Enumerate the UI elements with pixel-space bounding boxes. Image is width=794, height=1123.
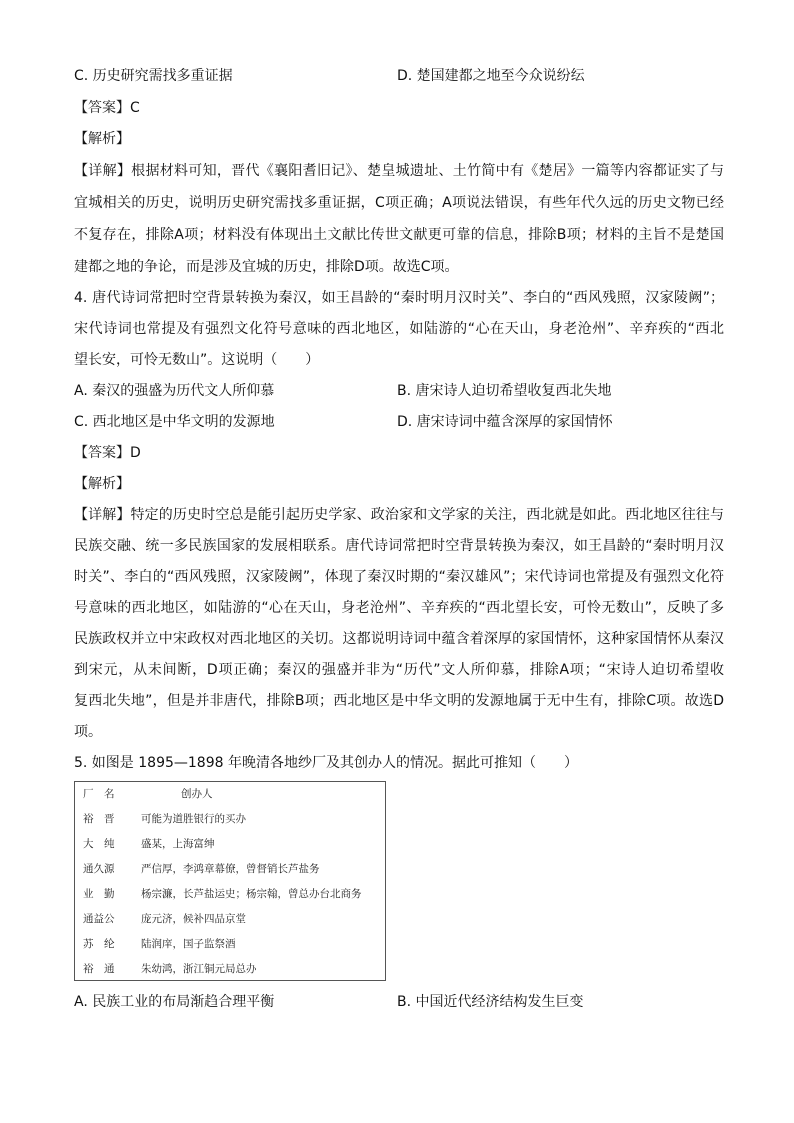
q4-option-d: D. 唐宋诗词中蕴含深厚的家国情怀 bbox=[397, 414, 613, 430]
table-cell-founder: 可能为道胜银行的买办 bbox=[141, 813, 246, 825]
q5-option-a: A. 民族工业的布局渐趋合理平衡 bbox=[74, 994, 275, 1010]
table-cell-factory: 通久源 bbox=[83, 863, 115, 875]
table-cell-founder: 陆润庠，国子监祭酒 bbox=[141, 938, 236, 950]
q4-detail-line: 【详解】特定的历史时空总是能引起历史学家、政治家和文学家的关注，西北就是如此。西北地区往往与 bbox=[74, 507, 724, 523]
table-row bbox=[75, 857, 385, 882]
table-row bbox=[75, 832, 385, 857]
table-cell-factory: 通益公 bbox=[83, 913, 115, 925]
table-cell-founder: 朱幼鸿，浙江铜元局总办 bbox=[141, 963, 257, 975]
q4-option-c: C. 西北地区是中华文明的发源地 bbox=[74, 414, 275, 430]
q4-stem-line: 望长安，可怜无数山”。这说明（ ） bbox=[74, 352, 320, 368]
q4-analysis-label: 【解析】 bbox=[74, 476, 130, 492]
q4-detail-line: 民族政权并立中宋政权对西北地区的关切。这都说明诗词中蕴含着深厚的家国情怀，这种家国情怀从秦汉 bbox=[74, 631, 724, 647]
q4-option-a: A. 秦汉的强盛为历代文人所仰慕 bbox=[74, 383, 275, 399]
table-header-founder: 创办人 bbox=[181, 788, 213, 800]
table-row bbox=[75, 957, 385, 982]
table-cell-founder: 盛某，上海富绅 bbox=[141, 838, 215, 850]
q4-detail-line: 复西北失地”，但是并非唐代，排除B项；西北地区是中华文明的发源地属于无中生有，排除C项。故选D bbox=[74, 693, 724, 709]
answer-value: D bbox=[130, 445, 141, 461]
table-cell-factory: 苏 纶 bbox=[83, 938, 115, 950]
table-header-factory: 厂 名 bbox=[83, 788, 115, 800]
q4-detail-line: 项。 bbox=[74, 724, 102, 740]
q3-detail-line: 宜城相关的历史，说明历史研究需找多重证据，C项正确；A项说法错误，有些年代久远的历史文物已经 bbox=[74, 195, 724, 211]
table-cell-factory: 业 勤 bbox=[83, 888, 115, 900]
q4-detail-line: 时关”、李白的“西风残照，汉家陵阙”，体现了秦汉时期的“秦汉雄风”；宋代诗词也常提及有强烈文化符 bbox=[74, 569, 724, 585]
q4-answer bbox=[74, 443, 724, 463]
table-row bbox=[75, 932, 385, 957]
table-row bbox=[75, 807, 385, 832]
q4-stem-line: 宋代诗词也常提及有强烈文化符号意味的西北地区，如陆游的“心在天山，身老沧州”、辛弃疾的“西北 bbox=[74, 321, 724, 337]
table-row bbox=[75, 907, 385, 932]
table-cell-founder: 杨宗濂，长芦盐运史；杨宗翰，曾总办台北商务 bbox=[141, 888, 362, 900]
q3-analysis-label: 【解析】 bbox=[74, 131, 130, 147]
table-cell-factory: 裕 通 bbox=[83, 963, 115, 975]
table-header-row bbox=[75, 782, 385, 807]
table-cell-factory: 裕 晋 bbox=[83, 813, 115, 825]
table-cell-factory: 大 纯 bbox=[83, 838, 115, 850]
q4-detail-line: 民族交融、统一多民族国家的发展相联系。唐代诗词常把时空背景转换为秦汉，如王昌龄的“秦时明月汉 bbox=[74, 538, 724, 554]
table-cell-founder: 庞元济，候补四品京堂 bbox=[141, 913, 246, 925]
table-cell-founder: 严信厚，李鸿章幕僚，曾督销长芦盐务 bbox=[141, 863, 320, 875]
q3-detail-line: 建都之地的争论，而是涉及宜城的历史，排除D项。故选C项。 bbox=[74, 259, 459, 275]
q3-detail-line: 【详解】根据材料可知，晋代《襄阳耆旧记》、楚皇城遗址、土竹简中有《楚居》一篇等内容都证实了与 bbox=[74, 163, 724, 179]
answer-label: 【答案】 bbox=[74, 100, 130, 116]
factory-table bbox=[74, 781, 386, 981]
q4-detail-line: 号意味的西北地区，如陆游的“心在天山，身老沧州”、辛弃疾的“西北望长安，可怜无数山”，反映了多 bbox=[74, 600, 724, 616]
q4-stem-line: 4. 唐代诗词常把时空背景转换为秦汉，如王昌龄的“秦时明月汉时关”、李白的“西风残照，汉家陵阙”； bbox=[74, 290, 724, 306]
q3-detail-line: 不复存在，排除A项；材料没有体现出土文献比传世文献更可靠的信息，排除B项；材料的主旨不是楚国 bbox=[74, 227, 724, 243]
q4-option-b: B. 唐宋诗人迫切希望收复西北失地 bbox=[397, 383, 612, 399]
q4-detail-line: 到宋元，从未间断，D项正确；秦汉的强盛并非为“历代”文人所仰慕，排除A项；“宋诗人迫切希望收 bbox=[74, 662, 724, 678]
q3-answer bbox=[74, 98, 724, 118]
answer-label: 【答案】 bbox=[74, 445, 130, 461]
q5-option-b: B. 中国近代经济结构发生巨变 bbox=[397, 994, 584, 1010]
q3-option-c: C. 历史研究需找多重证据 bbox=[74, 68, 233, 84]
table-row bbox=[75, 882, 385, 907]
answer-value: C bbox=[130, 100, 140, 116]
q5-stem: 5. 如图是 1895—1898 年晚清各地纱厂及其创办人的情况。据此可推知（ ） bbox=[74, 755, 578, 771]
q3-option-d: D. 楚国建都之地至今众说纷纭 bbox=[397, 68, 585, 84]
